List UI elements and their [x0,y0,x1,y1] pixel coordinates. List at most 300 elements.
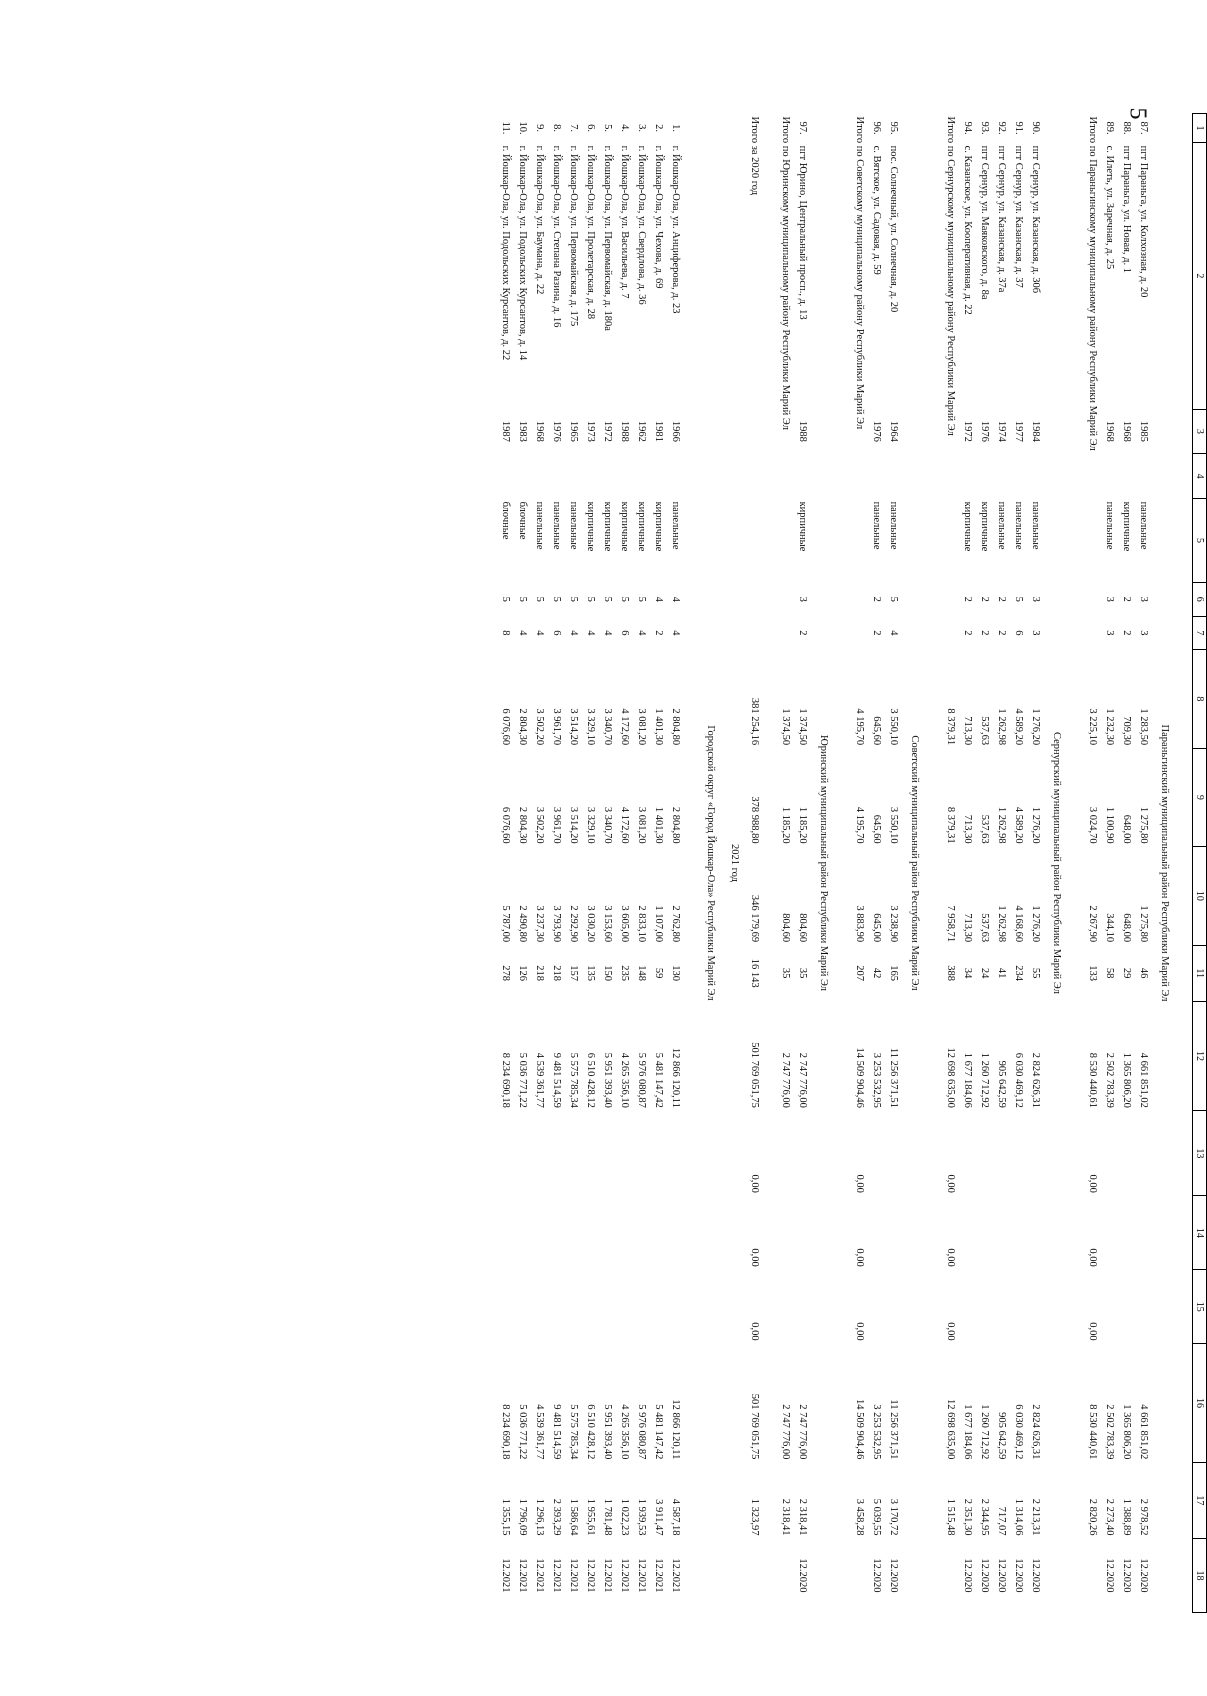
table-cell: 4 589,20 [1013,806,1024,844]
table-cell: кирпичные [619,501,630,552]
table-row [1027,114,1044,1613]
table-cell: 12.2020 [1104,1558,1115,1593]
spacer-cell [763,114,777,1613]
table-cell [959,1270,976,1344]
subtotal-row [1084,114,1101,1613]
table-cell: 5 575 785,34 [568,1404,579,1460]
table-cell: 12.2020 [979,1558,990,1593]
table-cell [565,1196,582,1270]
table-cell: 1 022,23 [619,1498,630,1536]
table-cell: 10. [517,121,528,135]
table-cell: 3 911,47 [653,1499,664,1536]
table-cell: 2 [1121,630,1132,636]
table-cell: 6 076,60 [500,708,511,746]
table-cell [1027,1111,1044,1196]
table-cell: г. Йошкар-Ола, ул. Степана Разина, д. 16 [551,145,562,328]
table-cell: блочные [517,501,528,540]
table-row [565,114,582,1613]
table-cell: панельные [551,501,562,550]
table-cell: 8 379,31 [945,708,956,746]
table-cell: 1973 [585,420,596,442]
table-cell [497,1270,514,1344]
table-cell: 12.2021 [636,1558,647,1593]
table-cell [1118,1111,1135,1196]
table-cell: 218 [534,965,545,982]
table-cell [1010,454,1027,499]
table-cell: 1972 [602,420,613,442]
table-cell [633,1270,650,1344]
table-cell: 1 276,20 [1030,806,1041,844]
table-cell: кирпичные [797,501,808,552]
table-cell [1135,1270,1152,1344]
table-cell: г. Йошкар-Ола, ул. Баумана, д. 22 [534,145,545,295]
table-cell: 4 661 851,02 [1138,1404,1149,1460]
table-cell: 2 978,52 [1138,1498,1149,1536]
table-cell: 96. [871,121,882,135]
table-cell: 1968 [1104,420,1115,442]
table-cell: 1 275,80 [1138,806,1149,844]
column-header: 14 [1193,1196,1207,1270]
table-cell [514,1111,531,1196]
table-row [616,114,633,1613]
table-cell: 381 254,16 [749,697,760,746]
table-cell: 3 514,20 [568,806,579,844]
table-cell: 1 515,48 [945,1498,956,1536]
table-cell: кирпичные [602,501,613,552]
table-cell: 1 262,98 [996,806,1007,844]
table-cell: 11 256 371,51 [888,1399,899,1460]
table-cell: 5 [551,596,562,602]
table-cell: 130 [670,965,681,982]
table-cell: 1972 [962,420,973,442]
spacer-cell [684,114,698,1613]
table-cell: 5 [568,596,579,602]
table-cell: 5 [585,596,596,602]
table-cell: 3 253 532,95 [871,1404,882,1460]
table-cell: 1 374,50 [780,708,791,746]
table-cell: 1964 [888,420,899,442]
table-cell: пгт Сернур, ул. Казанская, д. 37 [1013,145,1024,288]
table-cell: 5 976 080,87 [636,1052,647,1108]
table-cell [993,454,1010,499]
table-cell: с. Илеть, ул. Заречная, д. 25 [1104,145,1115,270]
table-cell: 1 232,30 [1104,708,1115,746]
column-header: 9 [1193,748,1207,847]
column-header: 18 [1193,1538,1207,1612]
subtotal-row [851,114,868,1613]
table-cell: 4 [517,630,528,636]
section-title: Городской округ «Город Йошкар-Ола» Республики Марий Эл [705,725,717,1001]
table-cell: 1 796,09 [517,1498,528,1536]
table-cell: 648,00 [1121,814,1132,844]
table-cell [633,1111,650,1196]
spacer-row [1178,114,1193,1613]
table-cell: 1 401,30 [653,806,664,844]
table-cell [616,1111,633,1196]
table-cell: 2 502 783,39 [1104,1052,1115,1108]
table-row [667,114,684,1613]
table-cell [777,1270,794,1344]
table-cell: 3 024,70 [1087,806,1098,844]
table-cell [1135,1111,1152,1196]
table-cell: 3 793,90 [551,905,562,943]
table-cell: 3 961,70 [551,708,562,746]
table-cell [976,454,993,499]
table-cell [616,1270,633,1344]
table-row [1101,114,1118,1613]
column-header: 11 [1193,945,1207,1001]
table-body [497,114,1193,1613]
table-cell: панельные [568,501,579,550]
column-header: 16 [1193,1344,1207,1463]
table-cell: 5 481 147,42 [653,1404,664,1460]
table-cell: блочные [500,501,511,540]
total-label: Итого по Советскому муниципальному району Республики Марий Эл [854,116,865,430]
table-cell: 97. [797,121,808,135]
table-cell: 2 393,29 [551,1498,562,1536]
table-cell [1101,1111,1118,1196]
table-cell: 645,60 [871,814,882,844]
table-cell: 12.2020 [996,1558,1007,1593]
total-label: Итого по Юринскому муниципальному району Республики Марий Эл [780,116,791,430]
table-row [582,114,599,1613]
table-cell: 12.2021 [670,1558,681,1593]
table-cell: 4 172,60 [619,806,630,844]
table-cell [993,1270,1010,1344]
table-cell: пгт Сернур, ул. Маяковского, д. 8а [979,145,990,300]
table-row [531,114,548,1613]
table-cell: 1 260 712,92 [979,1052,990,1108]
table-cell [868,454,885,499]
table-cell: 1965 [568,420,579,442]
table-cell: 3 883,90 [854,905,865,943]
section-title: Советский муниципальный район Республики Марий Эл [909,735,921,991]
table-cell: 4 [653,596,664,602]
table-cell: 4 539 361,77 [534,1052,545,1108]
table-cell [599,1196,616,1270]
table-cell [667,1196,684,1270]
table-row [633,114,650,1613]
table-cell: 3 550,10 [888,708,899,746]
table-cell: 5 039,55 [871,1498,882,1536]
column-header: 4 [1193,454,1207,499]
table-cell: 1 355,15 [500,1498,511,1536]
table-cell: 90. [1030,121,1041,135]
table-cell: 12.2020 [1013,1558,1024,1593]
table-cell: пгт Параньга, ул. Колхозная, д. 20 [1138,145,1149,298]
table-cell: 537,63 [979,716,990,746]
table-cell [565,1270,582,1344]
table-cell: 0,00 [1087,1322,1098,1341]
table-cell: 6 510 428,12 [585,1052,596,1108]
table-cell: 2 [979,630,990,636]
table-cell: 7. [568,124,579,132]
table-cell: 150 [602,965,613,982]
table-cell: 1 365 806,20 [1121,1404,1132,1460]
table-cell: кирпичные [636,501,647,552]
table-row [1010,114,1027,1613]
table-cell: пос. Солнечный, ул. Солнечная, д. 20 [888,145,899,313]
table-cell: пгт Юрино, Центральный просп., д. 13 [797,145,808,320]
table-cell: 5 575 785,34 [568,1052,579,1108]
table-cell: 12.2021 [551,1558,562,1593]
table-cell [531,454,548,499]
table-cell: 5 [534,596,545,602]
table-cell [548,454,565,499]
section-row [698,114,724,1613]
table-cell: 0,00 [854,1322,865,1341]
table-cell: 5 [619,596,630,602]
table-cell: 3 329,10 [585,708,596,746]
table-cell: 135 [585,965,596,982]
spacer-row [684,114,698,1613]
table-cell: 3 961,70 [551,806,562,844]
table-cell: 94. [962,121,973,135]
total-label: Итого по Параньгинскому муниципальному району Республики Марий Эл [1087,116,1098,451]
spacer-row [763,114,777,1613]
table-cell: 12.2021 [517,1558,528,1593]
table-cell: 6 [551,630,562,636]
table-cell: с. Казанское, ул. Кооперативная, д. 22 [962,145,973,315]
table-cell: 8 [500,630,511,636]
table-cell: 42 [871,967,882,979]
table-cell: 1984 [1030,420,1041,442]
table-row [885,114,902,1613]
table-cell: 1976 [979,420,990,442]
table-cell [868,1196,885,1270]
table-cell: 1988 [619,420,630,442]
table-cell: 5. [602,124,613,132]
table-cell: 537,63 [979,814,990,844]
table-cell: 2 804,80 [670,806,681,844]
table-cell: 2 [996,630,1007,636]
table-cell: 4 661 851,02 [1138,1052,1149,1108]
column-header: 17 [1193,1462,1207,1538]
table-cell [777,1111,794,1196]
table-cell [633,454,650,499]
table-cell: 92. [996,121,1007,135]
table-cell: 2 292,90 [568,905,579,943]
table-cell: 3 [1030,630,1041,636]
table-cell: 12.2021 [500,1558,511,1593]
table-cell: кирпичные [585,501,596,552]
table-cell: 0,00 [945,1248,956,1267]
table-cell: 8 530 440,61 [1087,1052,1098,1108]
table-cell: 1 388,89 [1121,1498,1132,1536]
table-cell: 1 401,30 [653,708,664,746]
table-cell: 804,60 [780,913,791,943]
table-cell: 91. [1013,121,1024,135]
table-cell: 88. [1121,121,1132,135]
table-cell: 35 [797,967,808,979]
table-row [868,114,885,1613]
table-cell: 1 185,20 [797,806,808,844]
table-cell [1027,1270,1044,1344]
table-cell: 4 [670,630,681,636]
table-cell: 1 276,20 [1030,905,1041,943]
table-cell: панельные [996,501,1007,550]
table-cell: 126 [517,965,528,982]
table-cell: 3 605,00 [619,905,630,943]
table-cell: 12 866 120,11 [670,1047,681,1108]
section-title: Сернурский муниципальный район Республики Марий Эл [1051,732,1063,994]
table-cell [746,1538,763,1612]
table-cell: 2 833,10 [636,905,647,943]
column-header: 5 [1193,499,1207,583]
table-cell: 501 769 051,75 [749,1393,760,1460]
table-cell: 1974 [996,420,1007,442]
table-cell [1027,1196,1044,1270]
section-title: Юринский муниципальный район Республики Марий Эл [818,734,830,992]
table-cell: 648,00 [1121,913,1132,943]
table-cell: 4 [534,630,545,636]
table-cell: 2 [1121,596,1132,602]
table-cell: 8. [551,124,562,132]
table-cell: 4 172,60 [619,708,630,746]
table-cell [599,454,616,499]
table-row [1135,114,1152,1613]
table-cell [1135,1196,1152,1270]
table-cell: 0,00 [749,1322,760,1341]
table-cell: 1981 [653,420,664,442]
table-cell: г. Йошкар-Ола, ул. Свердлова, д. 36 [636,145,647,305]
table-row [959,114,976,1613]
section-row [811,114,837,1613]
table-cell [582,454,599,499]
page-number: 5 [1124,107,1151,120]
table-cell: 5 [602,596,613,602]
table-cell [885,454,902,499]
table-cell [582,1196,599,1270]
table-cell: 2 747 776,00 [797,1404,808,1460]
table-cell: 4 [585,630,596,636]
table-cell: 12.2020 [1138,1558,1149,1593]
table-cell: 2 502 783,39 [1104,1404,1115,1460]
table-cell: 6 [619,630,630,636]
table-cell: 4 539 361,77 [534,1404,545,1460]
table-cell [885,1111,902,1196]
table-cell: панельные [670,501,681,550]
table-cell [794,1111,811,1196]
table-cell: 1 262,98 [996,708,1007,746]
table-cell: 1 260 712,92 [979,1404,990,1460]
table-cell [777,1538,794,1612]
table-cell [1118,1196,1135,1270]
spacer-row [928,114,942,1613]
table-cell: панельные [888,501,899,550]
table-cell: 537,63 [979,913,990,943]
section-row [1044,114,1070,1613]
table-cell: 4 589,20 [1013,708,1024,746]
table-cell [868,1270,885,1344]
table-cell: 3 [1030,596,1041,602]
column-header: 10 [1193,847,1207,946]
table-cell [616,1196,633,1270]
table-cell: 1 314,06 [1013,1498,1024,1536]
table-cell: 3 238,90 [888,905,899,943]
table-cell: 12.2021 [653,1558,664,1593]
table-cell: 218 [551,965,562,982]
table-cell: 2 747 776,00 [780,1052,791,1108]
table-cell: 4 195,70 [854,806,865,844]
table-cell: 1 185,20 [780,806,791,844]
table-cell: 6 076,60 [500,806,511,844]
table-cell: 0,00 [945,1174,956,1193]
column-header: 3 [1193,409,1207,454]
table-cell: 5 976 080,87 [636,1404,647,1460]
table-cell: 5 951 393,40 [602,1404,613,1460]
table-cell: 93. [979,121,990,135]
table-cell: 1985 [1138,420,1149,442]
table-cell: панельные [1104,501,1115,550]
table-cell: г. Йошкар-Ола, ул. Чехова, д. 69 [653,145,664,289]
table-cell: 0,00 [854,1248,865,1267]
table-cell [976,1270,993,1344]
table-cell: 3 237,30 [534,905,545,943]
table-cell: кирпичные [979,501,990,552]
table-cell: 3 514,20 [568,708,579,746]
table-cell [667,1270,684,1344]
table-row [1118,114,1135,1613]
table-cell: 3 081,20 [636,708,647,746]
table-cell: 5 036 771,22 [517,1052,528,1108]
table-row [548,114,565,1613]
table-cell: 11. [500,121,511,135]
table-cell [514,454,531,499]
table-cell: 501 769 051,75 [749,1042,760,1108]
table-cell [1010,1196,1027,1270]
table-cell [548,1111,565,1196]
table-cell: 2 824 626,31 [1030,1052,1041,1108]
table-cell: 388 [945,965,956,982]
table-cell: 1 677 184,06 [962,1404,973,1460]
table-cell: 0,00 [749,1174,760,1193]
table-cell: 1988 [797,420,808,442]
table-cell: 2 [871,596,882,602]
table-cell [650,454,667,499]
table-cell: 95. [888,121,899,135]
table-cell: 8 530 440,61 [1087,1404,1098,1460]
table-cell: 3 [1104,596,1115,602]
table-cell: 5 [636,596,647,602]
table-cell: 46 [1138,967,1149,979]
column-header-row [1193,114,1207,1613]
table-cell: 3 [1104,630,1115,636]
table-row [650,114,667,1613]
table-cell: г. Йошкар-Ола, ул. Подольских Курсантов, д. 22 [500,145,511,361]
table-cell: 0,00 [854,1174,865,1193]
table-cell: 5 [500,596,511,602]
table-cell [976,1196,993,1270]
column-header: 2 [1193,143,1207,409]
table-cell: 12 866 120,11 [670,1399,681,1460]
table-cell: 1962 [636,420,647,442]
table-cell: 1 296,13 [534,1498,545,1536]
table-cell: г. Йошкар-Ола, ул. Пролетарская, д. 28 [585,145,596,320]
year-row [724,114,746,1613]
table-cell: 1 781,48 [602,1498,613,1536]
table-cell: 6 030 469,12 [1013,1404,1024,1460]
table-cell: 3 [797,596,808,602]
table-cell [1118,454,1135,499]
table-cell: 346 179,69 [749,894,760,943]
spacer-cell [928,114,942,1613]
table-row [599,114,616,1613]
table-cell: пгт Параньга, ул. Новая, д. 1 [1121,145,1132,274]
table-cell: г. Йошкар-Ола, ул. Подольских Курсантов, д. 14 [517,145,528,361]
table-cell: 804,60 [797,913,808,943]
table-cell: 16 143 [749,958,760,988]
